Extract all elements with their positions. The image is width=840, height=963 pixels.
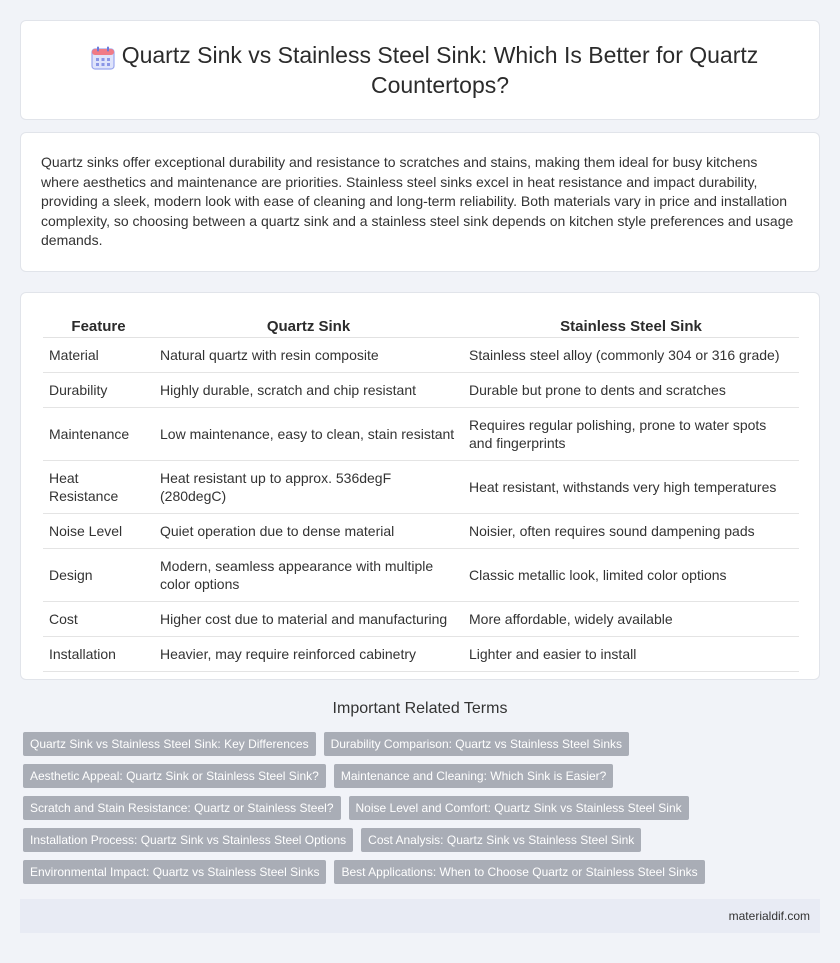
- feature-cell: Material: [43, 338, 154, 373]
- related-term-tag[interactable]: Scratch and Stain Resistance: Quartz or Stainless Steel?: [23, 796, 341, 820]
- intro-paragraph: Quartz sinks offer exceptional durability and resistance to scratches and stains, making them ideal for busy kitchens where aesthetics and maintenance are priorities. Stainless steel sinks excel in heat resistance and impact durability, providing a sleek, modern look with ease of cleaning and long-term reliability. Both materials vary in price and installation complexity, so choosing between a quartz sink and a stainless steel sink depends on kitchen style preferences and usage demands.: [41, 154, 794, 248]
- related-term-tag[interactable]: Environmental Impact: Quartz vs Stainless Steel Sinks: [23, 860, 326, 884]
- related-terms-heading: Important Related Terms: [332, 700, 508, 717]
- steel-cell: Stainless steel alloy (commonly 304 or 316 grade): [463, 338, 799, 373]
- related-term-tag[interactable]: Maintenance and Cleaning: Which Sink is Easier?: [334, 764, 613, 788]
- table-row: [43, 338, 799, 373]
- feature-cell: Design: [43, 549, 154, 602]
- header-quartz-sink: Quartz Sink: [154, 311, 463, 338]
- table-row: [43, 408, 799, 461]
- title-card: [20, 20, 820, 120]
- tag-row: [23, 828, 823, 852]
- tag-row: [23, 796, 823, 820]
- steel-cell: Noisier, often requires sound dampening pads: [463, 514, 799, 549]
- comparison-table: [43, 311, 799, 672]
- footer: [20, 899, 820, 933]
- table-row: [43, 549, 799, 602]
- table-row: [43, 637, 799, 672]
- tag-row: [23, 764, 823, 788]
- feature-cell: Durability: [43, 373, 154, 408]
- page-title: Quartz Sink vs Stainless Steel Sink: Which Is Better for Quartz Countertops?: [121, 42, 759, 98]
- related-term-tag[interactable]: Noise Level and Comfort: Quartz Sink vs Stainless Steel Sink: [349, 796, 689, 820]
- footer-site-link[interactable]: materialdif.com: [728, 909, 810, 923]
- feature-cell: Noise Level: [43, 514, 154, 549]
- title-wrap: [40, 40, 800, 100]
- intro-card: [20, 132, 820, 272]
- comparison-table-card: [20, 292, 820, 680]
- steel-cell: More affordable, widely available: [463, 602, 799, 637]
- table-row: [43, 602, 799, 637]
- steel-cell: Heat resistant, withstands very high temperatures: [463, 461, 799, 514]
- steel-cell: Requires regular polishing, prone to water spots and fingerprints: [463, 408, 799, 461]
- quartz-cell: Low maintenance, easy to clean, stain resistant: [154, 408, 463, 461]
- header-stainless-steel-sink: Stainless Steel Sink: [463, 311, 799, 338]
- steel-cell: Lighter and easier to install: [463, 637, 799, 672]
- related-term-tag[interactable]: Quartz Sink vs Stainless Steel Sink: Key Differences: [23, 732, 316, 756]
- tag-row: [23, 860, 823, 884]
- feature-cell: Cost: [43, 602, 154, 637]
- feature-cell: Installation: [43, 637, 154, 672]
- table-row: [43, 373, 799, 408]
- related-term-tag[interactable]: Best Applications: When to Choose Quartz or Stainless Steel Sinks: [334, 860, 704, 884]
- table-row: [43, 514, 799, 549]
- quartz-cell: Heat resistant up to approx. 536degF (280degC): [154, 461, 463, 514]
- feature-cell: Maintenance: [43, 408, 154, 461]
- steel-cell: Classic metallic look, limited color options: [463, 549, 799, 602]
- quartz-cell: Highly durable, scratch and chip resistant: [154, 373, 463, 408]
- calendar-icon: [90, 45, 116, 71]
- quartz-cell: Modern, seamless appearance with multiple color options: [154, 549, 463, 602]
- table-row: [43, 461, 799, 514]
- header-feature: Feature: [43, 311, 154, 338]
- quartz-cell: Higher cost due to material and manufacturing: [154, 602, 463, 637]
- quartz-cell: Heavier, may require reinforced cabinetry: [154, 637, 463, 672]
- tag-row: [23, 732, 823, 756]
- steel-cell: Durable but prone to dents and scratches: [463, 373, 799, 408]
- feature-cell: Heat Resistance: [43, 461, 154, 514]
- related-terms-list: [23, 732, 823, 892]
- quartz-cell: Quiet operation due to dense material: [154, 514, 463, 549]
- quartz-cell: Natural quartz with resin composite: [154, 338, 463, 373]
- table-header-row: [43, 311, 799, 338]
- related-term-tag[interactable]: Cost Analysis: Quartz Sink vs Stainless Steel Sink: [361, 828, 641, 852]
- related-term-tag[interactable]: Durability Comparison: Quartz vs Stainless Steel Sinks: [324, 732, 629, 756]
- related-term-tag[interactable]: Aesthetic Appeal: Quartz Sink or Stainless Steel Sink?: [23, 764, 326, 788]
- related-term-tag[interactable]: Installation Process: Quartz Sink vs Stainless Steel Options: [23, 828, 353, 852]
